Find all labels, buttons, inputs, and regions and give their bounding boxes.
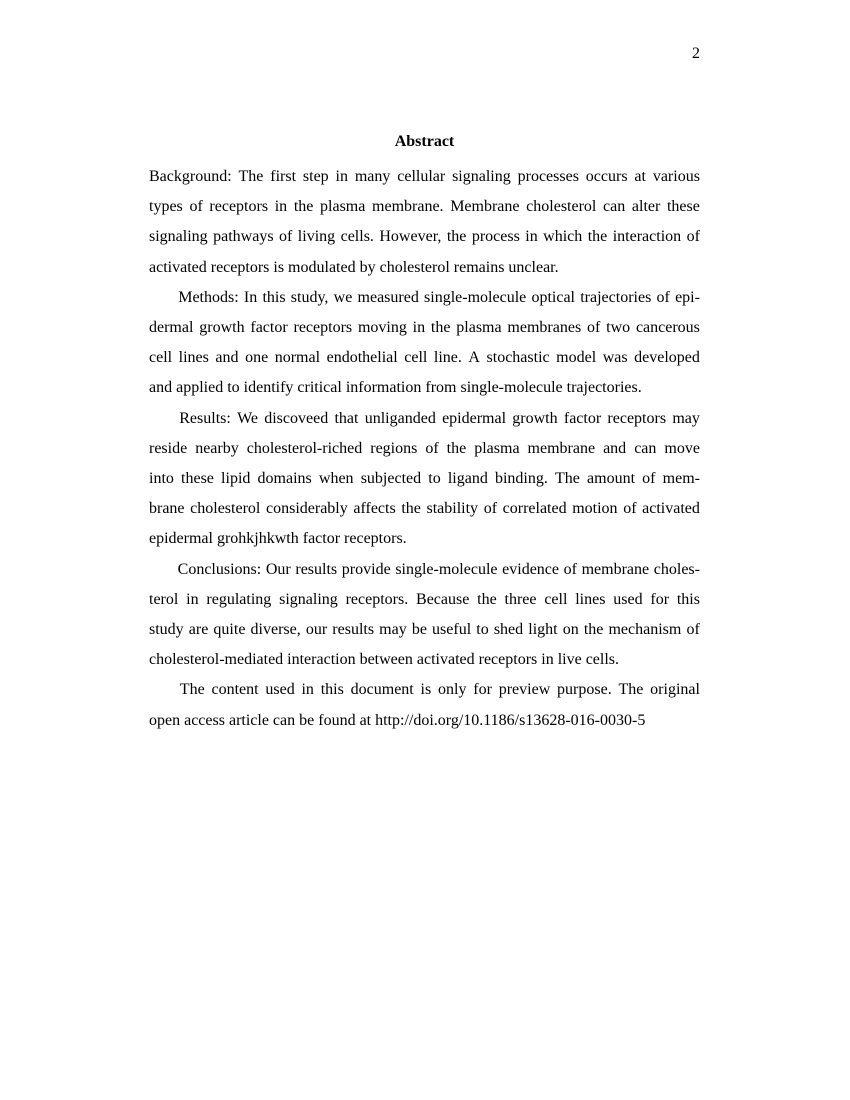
word: choles- xyxy=(653,560,700,578)
paragraph-preview-notice xyxy=(149,675,700,735)
text-line xyxy=(149,675,700,705)
word: of xyxy=(642,470,656,488)
word: cellular xyxy=(397,168,446,185)
word: is xyxy=(420,681,432,699)
word: mem- xyxy=(662,470,700,488)
word: content xyxy=(211,681,259,699)
word: We xyxy=(237,409,258,427)
word: was xyxy=(602,349,628,367)
word: growth xyxy=(199,319,245,337)
word: unliganded xyxy=(364,409,436,427)
word: pathways xyxy=(213,228,274,246)
word: two xyxy=(606,319,631,337)
word: evidence xyxy=(502,560,559,578)
word: model xyxy=(556,349,597,367)
word: cancerous xyxy=(635,319,700,337)
word: and xyxy=(603,439,627,457)
word: process xyxy=(471,228,520,246)
word: membrane xyxy=(581,560,650,578)
abstract-text-block xyxy=(149,131,700,736)
word: receptors xyxy=(293,319,353,337)
word: used xyxy=(613,590,643,608)
word: which xyxy=(543,228,583,246)
word: Results: xyxy=(179,409,231,427)
word: this xyxy=(262,288,286,306)
word: document xyxy=(350,681,414,699)
word: brane xyxy=(149,500,185,518)
word: However, xyxy=(379,228,442,246)
word: occurs xyxy=(585,168,628,185)
word: this xyxy=(676,590,700,608)
word: the xyxy=(446,439,467,457)
word: can xyxy=(603,198,626,216)
word: diverse, xyxy=(250,621,301,639)
word: moving xyxy=(357,319,407,337)
word: signaling xyxy=(279,590,338,608)
word: The xyxy=(618,681,644,699)
word: preview xyxy=(498,681,551,699)
paragraph-indent xyxy=(149,404,173,434)
word: of xyxy=(483,500,498,518)
text-line xyxy=(149,434,700,464)
word: cell xyxy=(404,349,428,367)
word: Our xyxy=(265,560,291,578)
text-line xyxy=(149,615,700,645)
word: subjected xyxy=(360,470,422,488)
word: provide xyxy=(341,560,391,578)
word: three xyxy=(504,590,537,608)
word: study, xyxy=(290,288,329,306)
word: discoveed xyxy=(264,409,329,427)
word: first xyxy=(270,168,297,185)
word: of xyxy=(189,198,203,216)
page-number: 2 xyxy=(692,45,700,62)
word: activated xyxy=(642,500,700,518)
word: normal xyxy=(274,349,321,367)
text-line: cholesterol-mediated interaction between activated receptors in live cells. xyxy=(149,651,620,669)
word: of xyxy=(656,288,670,306)
word: of xyxy=(279,228,293,246)
word: domains xyxy=(257,470,312,488)
word: one xyxy=(245,349,269,367)
word: The xyxy=(179,681,205,699)
word: various xyxy=(652,168,700,185)
word: factor xyxy=(563,409,602,427)
word: the xyxy=(293,198,314,216)
word: many xyxy=(354,168,391,185)
word: line. xyxy=(433,349,462,367)
word: results xyxy=(332,621,375,639)
word: membrane. xyxy=(372,198,444,216)
text-line xyxy=(149,283,700,313)
word: receptors xyxy=(607,409,667,427)
word: may xyxy=(672,409,700,427)
word: The xyxy=(238,168,264,185)
word: interaction xyxy=(612,228,682,246)
word: endothelial xyxy=(326,349,398,367)
word: reside xyxy=(149,439,188,457)
word: only xyxy=(438,681,467,699)
word: mechanism xyxy=(608,621,682,639)
text-line xyxy=(149,222,700,252)
word: cell xyxy=(544,590,568,608)
word: for xyxy=(650,590,670,608)
word: the xyxy=(446,228,467,246)
word: In xyxy=(243,288,258,306)
word: the xyxy=(583,621,604,639)
word: receptors. xyxy=(345,590,409,608)
word: correlated xyxy=(502,500,567,518)
word: membrane xyxy=(527,439,596,457)
word: in xyxy=(301,681,314,699)
word: amount xyxy=(587,470,636,488)
text-line xyxy=(149,192,700,222)
word: may xyxy=(379,621,407,639)
word: cholesterol xyxy=(190,500,261,518)
paragraph-conclusions xyxy=(149,555,700,676)
word: affects xyxy=(353,500,396,518)
word: plasma xyxy=(474,439,520,457)
word: Methods: xyxy=(178,288,239,306)
text-line: activated receptors is modulated by cholesterol remains unclear. xyxy=(149,258,559,276)
word: signaling xyxy=(452,168,511,185)
word: light xyxy=(528,621,558,639)
word: these xyxy=(666,198,700,216)
paragraph-methods xyxy=(149,283,700,404)
word: of xyxy=(563,560,577,578)
word: to xyxy=(428,470,441,488)
word: purpose. xyxy=(557,681,612,699)
word: for xyxy=(473,681,492,699)
text-line xyxy=(149,464,700,494)
word: we xyxy=(333,288,353,306)
text-line xyxy=(149,313,700,343)
word: in xyxy=(412,319,426,337)
word: this xyxy=(320,681,344,699)
word: stochastic xyxy=(486,349,550,367)
word: and xyxy=(215,349,239,367)
word: Background: xyxy=(149,168,232,185)
text-line xyxy=(149,555,700,585)
word: on xyxy=(562,621,579,639)
word: the xyxy=(401,500,421,518)
word: in xyxy=(186,590,199,608)
word: terol xyxy=(149,590,179,608)
paragraph-indent xyxy=(149,555,173,585)
word: single-molecule xyxy=(424,288,527,306)
word: receptors xyxy=(209,198,269,216)
word: binding. xyxy=(494,470,548,488)
word: of xyxy=(686,621,700,639)
word: lines xyxy=(178,349,209,367)
word: shed xyxy=(493,621,524,639)
word: epi- xyxy=(675,288,700,306)
paragraph-indent xyxy=(149,675,173,705)
word: the xyxy=(430,319,451,337)
word: plasma xyxy=(456,319,502,337)
word: to xyxy=(476,621,489,639)
word: measured xyxy=(357,288,419,306)
word: The xyxy=(555,470,580,488)
word: processes xyxy=(517,168,579,185)
word: cells. xyxy=(340,228,374,246)
word: optical xyxy=(531,288,575,306)
word: our xyxy=(305,621,328,639)
word: membranes xyxy=(507,319,582,337)
text-line xyxy=(149,162,700,192)
word: plasma xyxy=(320,198,366,216)
page-title: Abstract xyxy=(394,133,455,150)
word: of xyxy=(586,319,601,337)
word: developed xyxy=(634,349,700,367)
word: cholesterol-riched xyxy=(246,439,363,457)
word: in xyxy=(335,168,348,185)
text-line xyxy=(149,404,700,434)
word: move xyxy=(664,439,700,457)
word: living xyxy=(297,228,336,246)
word: of xyxy=(686,228,700,246)
word: dermal xyxy=(149,319,194,337)
word: step xyxy=(302,168,329,185)
word: are xyxy=(188,621,209,639)
word: used xyxy=(265,681,295,699)
word: into xyxy=(149,470,174,488)
word: be xyxy=(411,621,427,639)
text-line: epidermal grohkjhkwth factor receptors. xyxy=(149,530,407,548)
word: lipid xyxy=(221,470,251,488)
word: can xyxy=(634,439,657,457)
word: single-molecule xyxy=(395,560,498,578)
text-line xyxy=(149,343,700,373)
word: epidermal xyxy=(442,409,507,427)
paragraph-background xyxy=(149,162,700,283)
word: regulating xyxy=(206,590,272,608)
text-line xyxy=(149,494,700,524)
paragraph-results xyxy=(149,404,700,555)
text-line: and applied to identify critical information from single-molecule trajectories. xyxy=(149,379,642,397)
word: that xyxy=(334,409,359,427)
word: original xyxy=(650,681,700,699)
word: in xyxy=(274,198,288,216)
word: Because xyxy=(416,590,470,608)
word: these xyxy=(181,470,214,488)
word: of xyxy=(623,500,637,518)
word: nearby xyxy=(195,439,239,457)
word: study xyxy=(149,621,184,639)
word: ligand xyxy=(447,470,488,488)
word: growth xyxy=(512,409,558,427)
word: alter xyxy=(631,198,661,216)
word: A xyxy=(468,349,480,367)
word: types xyxy=(149,198,183,216)
word: useful xyxy=(432,621,472,639)
word: Membrane xyxy=(450,198,520,216)
text-line: open access article can be found at http://doi.org/10.1186/s13628-016-0030-5 xyxy=(149,711,646,729)
word: factor xyxy=(250,319,288,337)
word: Conclusions: xyxy=(177,560,262,578)
word: the xyxy=(587,228,608,246)
paragraph-indent xyxy=(149,283,173,313)
word: results xyxy=(295,560,338,578)
word: lines xyxy=(575,590,606,608)
word: the xyxy=(477,590,497,608)
word: of xyxy=(425,439,439,457)
word: in xyxy=(525,228,538,246)
word: quite xyxy=(213,621,246,639)
word: considerably xyxy=(265,500,348,518)
word: trajectories xyxy=(580,288,652,306)
text-line xyxy=(149,585,700,615)
word: cell xyxy=(149,349,173,367)
word: stability xyxy=(426,500,479,518)
word: cholesterol xyxy=(526,198,597,216)
word: motion xyxy=(572,500,618,518)
word: when xyxy=(318,470,354,488)
word: at xyxy=(634,168,646,185)
word: regions xyxy=(370,439,418,457)
word: signaling xyxy=(149,228,208,246)
